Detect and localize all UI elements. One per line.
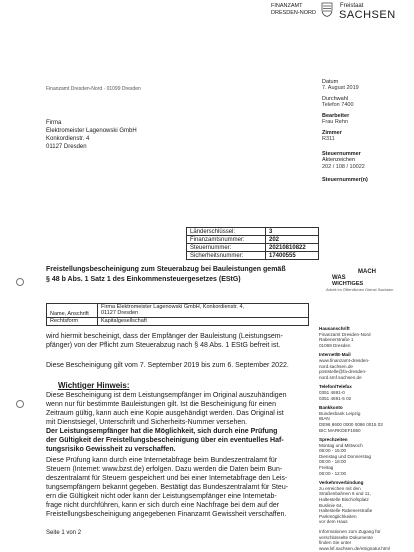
address-line: Rabenerstraße 1: [319, 337, 354, 343]
phone-heading: Telefon/Telefax: [319, 384, 352, 390]
table-row: [187, 252, 319, 260]
check-line: tungsempfängern bekannt gegeben. Bestätigt das Bundeszentralamt für Steu-: [46, 484, 289, 491]
recipient-line4: 01127 Dresden: [46, 144, 87, 150]
coat-of-arms-icon: [321, 2, 333, 17]
recipient-line1: Firma: [46, 120, 62, 126]
document-title-line1: Freistellungsbescheinigung zum Steuerabzug bei Bauleistungen gemäß: [46, 266, 286, 273]
internet-line: poststelle@fa-dresden-: [319, 369, 367, 375]
notice-line: Diese Bescheinigung ist dem Leistungsempfänger im Original auszuhändigen: [46, 392, 287, 399]
campaign-line2: WAS: [332, 275, 346, 281]
table-row: [187, 228, 319, 236]
name-value: [98, 304, 309, 318]
check-line: frage nicht durchführen, kann er sich durch eine Nachfrage bei dem auf der: [46, 502, 280, 509]
campaign-line1: MACH: [358, 269, 376, 275]
room-label: Zimmer: [322, 130, 342, 136]
hours-line: Dienstag und Donnerstag: [319, 453, 372, 459]
authority-name: FINANZAMT: [271, 3, 303, 9]
legal-form-value: Kapitalgesellschaft: [98, 318, 309, 326]
bank-line: BIC MARKDEF1860: [319, 427, 361, 433]
notice-bold-line: Der Leistungsempfänger hat die Möglichkeit, sich durch eine Prüfung: [46, 428, 278, 435]
punch-hole-icon: [16, 400, 24, 408]
document-title-line2: § 48 b Abs. 1 Satz 1 des Einkommensteuergesetzes (EStG): [46, 276, 241, 283]
exemption-line1: wird hiermit bescheinigt, dass der Empfänger der Bauleistung (Leistungsem-: [46, 333, 283, 340]
authority-office: DRESDEN-NORD: [271, 10, 316, 16]
id-value: 17400555: [266, 252, 319, 260]
validity-statement: Diese Bescheinigung gilt vom 7. September 2019 bis zum 6. September 2022.: [46, 362, 289, 369]
tax-numbers-label: Steuernummer(n): [322, 177, 368, 183]
bank-heading: Bankkonto: [319, 405, 343, 411]
notice-line: Zeitraum gültig, kann auch eine Kopie ausgehändigt werden. Das Original ist: [46, 410, 284, 417]
hours-heading: Sprechzeiten: [319, 437, 348, 443]
check-line: Steuern (Internet: www.bzst.de) erfolgen. Dazu werden die Daten beim Bun-: [46, 466, 283, 473]
name-label: [47, 304, 98, 318]
table-row: [187, 244, 319, 252]
address-heading: Hausanschrift: [319, 326, 350, 331]
bank-line: DE96 8600 0000 0086 0015 03: [319, 421, 383, 427]
address-line: Finanzamt Dresden-Nord: [319, 331, 371, 337]
transit-line: Haltestelle Bischofsplatz: [319, 497, 369, 503]
room-value: R311: [322, 136, 335, 142]
transit-line: Straßenbahnen 6 und 11,: [319, 491, 371, 497]
date-value: 7. August 2019: [322, 85, 359, 91]
recipient-line3: Konkordienstr. 4: [46, 136, 90, 142]
clerk-label: Bearbeiter: [322, 113, 350, 119]
file-number-value: 202 / 108 / 10022: [322, 164, 365, 170]
table-row: [47, 304, 309, 318]
recipient-table: [46, 303, 309, 326]
internet-line: nord.sachsen.de: [319, 363, 353, 369]
phone-line: 0351 4691-0: [319, 389, 345, 395]
notice-bold-line: der Gültigkeit der Freistellungsbescheinigung über ein eventuelles Haf-: [46, 437, 284, 444]
file-number-label: Aktenzeichen: [322, 157, 356, 163]
legal-form-label: Rechtsform: [47, 318, 98, 326]
phone-value: Telefon 7400: [322, 102, 354, 108]
id-label: Steuernummer:: [187, 244, 266, 252]
address-line: 01069 Dresden: [319, 342, 351, 348]
table-row: [47, 318, 309, 326]
id-label: Länderschlüssel:: [187, 228, 266, 236]
hours-line: Freitag: [319, 465, 334, 471]
transit-line: Haltestelle Rabenerstraße: [319, 508, 373, 514]
hours-line: 08:00 - 15:00: [319, 448, 347, 454]
info-line: verschlüsselte Dokumente: [319, 534, 373, 540]
campaign-line4: Arbeit im Öffentlichen Dienst Sachsen: [326, 287, 394, 292]
hours-line: 08:00 - 12:00: [319, 470, 347, 476]
transit-line: vor dem Haus: [319, 519, 348, 525]
notice-line: wenn nur für bestimmte Bauleistungen gilt. Ist die Bescheinigung für einen: [46, 401, 276, 408]
id-value: 3: [266, 228, 319, 236]
phone-line: 0351 4691-5 02: [319, 395, 352, 401]
punch-hole-icon: [16, 278, 24, 286]
hours-line: Montag und Mittwoch: [319, 442, 363, 448]
id-value: 202: [266, 236, 319, 244]
check-line: Diese Prüfung kann durch eine Internetabfrage beim Bundeszentralamt für: [46, 457, 278, 464]
office-info-sidebar: [319, 322, 411, 551]
clerk-value: Frau Rehn: [322, 119, 348, 125]
name-value-line2: 01127 Dresden: [101, 310, 139, 316]
notice-heading: Wichtiger Hinweis:: [58, 381, 130, 390]
id-label: Sicherheitsnummer:: [187, 252, 266, 260]
transit-line: Parkmöglichkeiten: [319, 513, 357, 519]
internet-line: nord.smf.sachsen.de: [319, 374, 362, 380]
transit-line: zu erreichen mit den: [319, 485, 361, 491]
check-line: Freistellungsbescheinigung angegebenen Finanzamt Gewissheit verschaffen.: [46, 511, 287, 518]
logo-freistaat: Freistaat: [340, 3, 364, 9]
recipient-line2: Elektromeister Lagenowski GmbH: [46, 128, 137, 134]
transit-heading: Verkehrsverbindung: [319, 480, 364, 486]
check-line: ern die Gültigkeit nicht oder kann der Leistungsempfänger eine Internetab-: [46, 493, 277, 500]
transit-line: Buslinie 64,: [319, 502, 343, 508]
hours-line: 08:00 - 18:00: [319, 459, 347, 465]
check-line: deszentralamt für Steuern gespeichert und bei einer Internetabfrage den Leis-: [46, 475, 288, 482]
table-row: [187, 236, 319, 244]
exemption-line2: pfänger) von der Pflicht zum Steuerabzug nach § 48 Abs. 1 EStG befreit ist.: [46, 342, 281, 349]
internet-line: www.finanzamt-dresden-: [319, 357, 370, 363]
notice-line: mit Dienstsiegel, Unterschrift und Sicherheits-Nummer versehen.: [46, 419, 248, 426]
info-line: Informationen zum Zugang für: [319, 529, 381, 534]
campaign-line3: WICHTIGES: [332, 281, 364, 287]
tax-number-label: Steuernummer: [322, 151, 361, 157]
info-line: finden Sie unter: [319, 540, 352, 546]
sender-line: Finanzamt Dresden-Nord · 01099 Dresden: [46, 86, 141, 92]
id-label: Finanzamtsnummer:: [187, 236, 266, 244]
name-value-line1: Firma Elektromeister Lagenowski GmbH, Konkordienstr. 4,: [101, 304, 245, 310]
internet-heading: Internet/E-Mail: [319, 352, 351, 358]
name-label-text: Name, Anschrift: [50, 311, 89, 317]
campaign-logo: [320, 269, 410, 292]
id-value: 20210810822: [266, 244, 319, 252]
notice-bold-line: tungsrisiko Gewissheit zu verschaffen.: [46, 446, 176, 453]
logo-sachsen: SACHSEN: [339, 9, 396, 21]
date-label: Datum: [322, 79, 339, 85]
info-line: www.lsf.sachsen.de/eSignatur.html: [319, 545, 390, 551]
bank-line: Bundesbank Leipzig: [319, 410, 361, 416]
bank-line: IBAN: [319, 416, 330, 422]
identification-table: [186, 227, 319, 260]
phone-label: Durchwahl: [322, 96, 348, 102]
page-number: Seite 1 von 2: [46, 530, 82, 536]
